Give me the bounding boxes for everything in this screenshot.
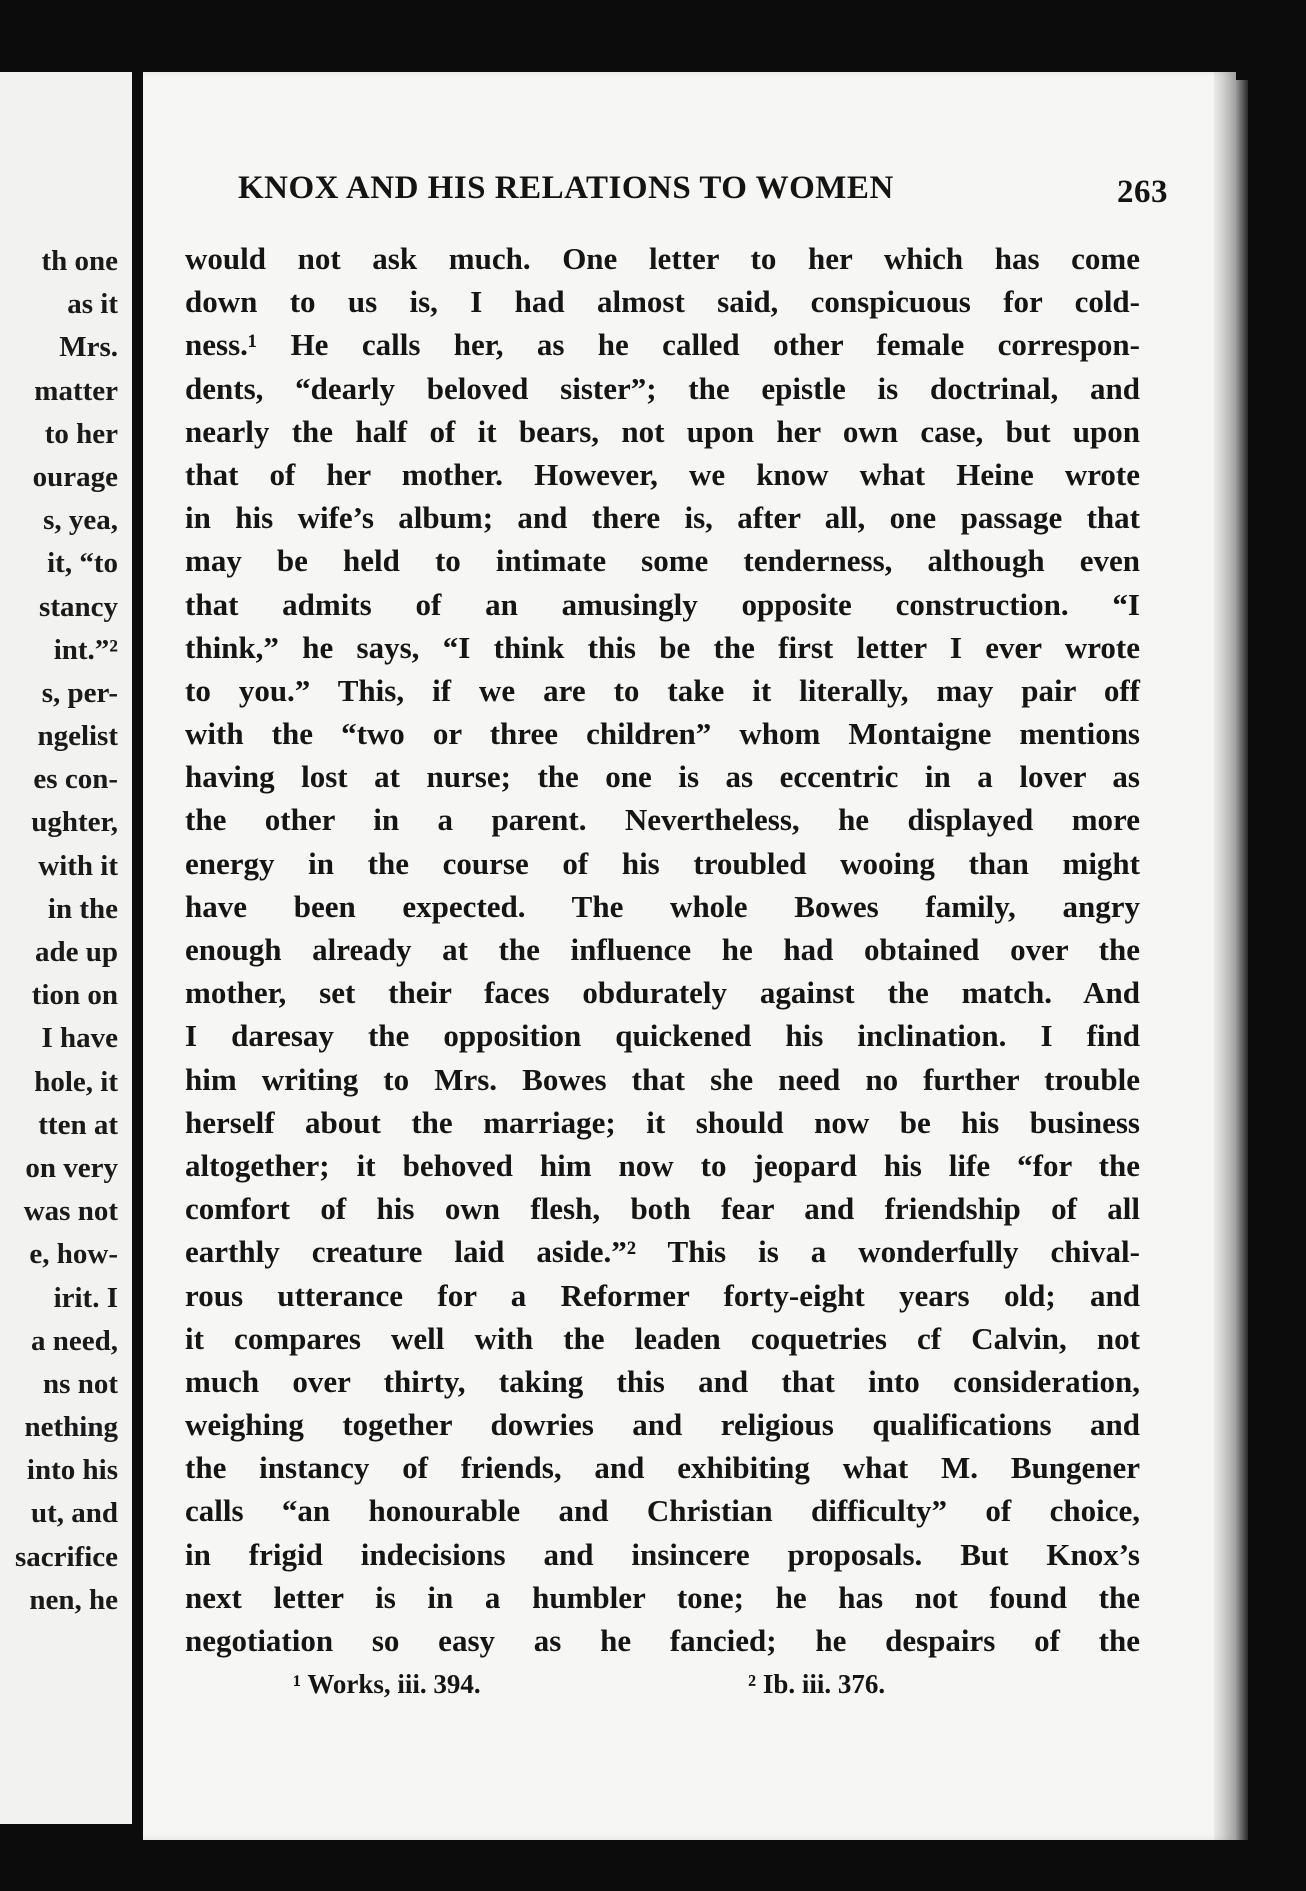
text-line: have been expected. The whole Bowes family, angry	[185, 888, 1140, 924]
text-line: negotiation so easy as he fancied; he despairs of the	[185, 1623, 1140, 1658]
left-page-line: s, per-	[41, 676, 118, 709]
text-line: much over thirty, taking this and that into consideration,	[185, 1363, 1140, 1399]
text-line: comfort of his own flesh, both fear and friendship of all	[185, 1191, 1140, 1227]
text-line: that admits of an amusingly opposite construction. “I	[185, 586, 1140, 622]
text-line: it compares well with the leaden coquetries cf Calvin, not	[185, 1320, 1140, 1356]
text-line: in frigid indecisions and insincere proposals. But Knox’s	[185, 1536, 1140, 1572]
left-page-line: es con-	[33, 763, 118, 796]
left-page-line: sacrifice	[14, 1540, 118, 1573]
left-page-line: ns not	[43, 1367, 118, 1400]
left-page-line: s, yea,	[43, 504, 118, 537]
left-page-line: it, “to	[47, 547, 118, 580]
left-page-line: as it	[67, 288, 118, 321]
main-page	[143, 72, 1236, 1840]
left-page-line: I have	[41, 1022, 118, 1055]
left-page-line: Mrs.	[59, 331, 118, 364]
footnote-1: ¹ Works, iii. 394.	[293, 1669, 481, 1699]
running-head	[238, 170, 1168, 220]
left-page-line: to her	[44, 417, 118, 450]
body-text	[185, 237, 1140, 1662]
left-page-line: into his	[26, 1454, 118, 1487]
text-line: rous utterance for a Reformer forty-eight years old; and	[185, 1277, 1140, 1313]
left-page-line: stancy	[39, 590, 118, 623]
left-page-line: nething	[24, 1411, 118, 1444]
left-page-fragment	[0, 72, 132, 1824]
footnotes	[293, 1669, 993, 1709]
text-line: would not ask much. One letter to her which has come	[185, 241, 1140, 276]
text-line: down to us is, I had almost said, conspicuous for cold-	[185, 284, 1140, 320]
left-page-line: int.”²	[53, 633, 118, 666]
text-line: altogether; it behoved him now to jeopard his life “for the	[185, 1147, 1140, 1183]
left-page-line: nen, he	[29, 1583, 118, 1616]
text-line: in his wife’s album; and there is, after all, one passage that	[185, 500, 1140, 536]
text-line: calls “an honourable and Christian difficulty” of choice,	[185, 1493, 1140, 1529]
running-head-title: KNOX AND HIS RELATIONS TO WOMEN	[238, 170, 894, 206]
left-page-line: hole, it	[34, 1065, 118, 1098]
left-page-line: was not	[23, 1195, 118, 1228]
left-page-line: tion on	[31, 979, 118, 1012]
text-line: him writing to Mrs. Bowes that she need no further trouble	[185, 1061, 1140, 1097]
left-page-line: ade up	[34, 936, 118, 968]
text-line: that of her mother. However, we know what Heine wrote	[185, 456, 1140, 492]
text-line: may be held to intimate some tenderness, although even	[185, 543, 1140, 579]
left-page-line: a need,	[31, 1324, 118, 1357]
text-line: I daresay the opposition quickened his inclination. I find	[185, 1018, 1140, 1054]
text-line: earthly creature laid aside.”² This is a wonderfully chival-	[185, 1234, 1140, 1270]
text-line: mother, set their faces obdurately against the match. And	[185, 975, 1140, 1011]
footnote-2: ² Ib. iii. 376.	[748, 1669, 886, 1699]
left-page-line: e, how-	[29, 1238, 118, 1271]
left-page-line: ughter,	[31, 806, 118, 839]
left-page-line: in the	[47, 892, 118, 925]
text-line: having lost at nurse; the one is as eccentric in a lover as	[185, 759, 1140, 795]
text-line: the other in a parent. Nevertheless, he displayed more	[185, 802, 1140, 838]
left-page-line: on very	[25, 1151, 118, 1184]
left-page-line: matter	[34, 374, 118, 407]
left-page-line: with it	[38, 849, 118, 882]
left-page-line: ngelist	[37, 720, 118, 753]
page-edge-shadow	[1236, 80, 1248, 1840]
text-line: enough already at the influence he had obtained over the	[185, 932, 1140, 967]
left-page-line: tten at	[38, 1108, 118, 1141]
text-line: with the “two or three children” whom Montaigne mentions	[185, 716, 1140, 752]
text-line: weighing together dowries and religious qualifications and	[185, 1407, 1140, 1443]
text-line: ness.¹ He calls her, as he called other female correspon-	[185, 327, 1140, 363]
text-line: herself about the marriage; it should now be his business	[185, 1104, 1140, 1140]
left-page-line: th one	[41, 245, 118, 277]
text-line: the instancy of friends, and exhibiting what M. Bungener	[185, 1450, 1140, 1486]
text-line: dents, “dearly beloved sister”; the epistle is doctrinal, and	[185, 370, 1140, 406]
left-page-line: ourage	[32, 460, 118, 493]
text-line: nearly the half of it bears, not upon her own case, but upon	[185, 413, 1140, 449]
left-page-line: ut, and	[30, 1497, 118, 1530]
text-line: energy in the course of his troubled wooing than might	[185, 845, 1140, 881]
page-number: 263	[1117, 174, 1168, 210]
text-line: to you.” This, if we are to take it literally, may pair off	[185, 672, 1140, 708]
left-page-text	[0, 240, 118, 1622]
left-page-line: irit. I	[53, 1281, 118, 1314]
text-line: next letter is in a humbler tone; he has not found the	[185, 1579, 1140, 1615]
text-line: think,” he says, “I think this be the first letter I ever wrote	[185, 629, 1140, 665]
